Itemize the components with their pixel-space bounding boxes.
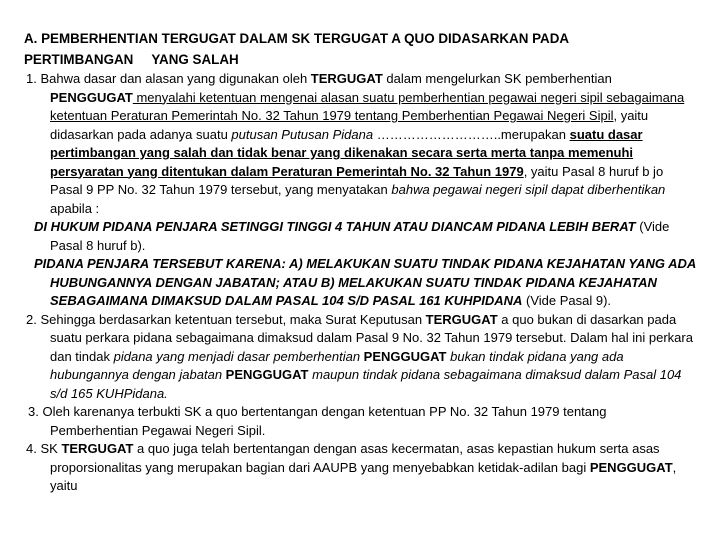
party-penggugat: PENGGUGAT <box>363 348 447 364</box>
section-heading <box>24 28 696 70</box>
point-1-text: Bahwa dasar dan alasan yang digunakan oleh <box>40 71 311 86</box>
provision-reference: (Vide Pasal 8 huruf b). <box>50 219 670 253</box>
point-3 <box>24 403 696 440</box>
italic-text: putusan Putusan Pidana <box>231 126 374 142</box>
point-2 <box>24 311 696 404</box>
point-3-text: Oleh karenanya terbukti SK a quo bertentangan dengan ketentuan PP No. 32 Tahun 1979 tentang Pemberhentian Pegawai Negeri Sipil. <box>42 404 607 438</box>
party-tergugat: TERGUGAT <box>61 441 134 456</box>
heading-line-2b: YANG SALAH <box>151 52 239 67</box>
point-number: 2. <box>26 311 41 327</box>
italic-text: maupun tindak pidana sebagaimana dimaksud dalam Pasal 104 s/d 165 KUHPidana. <box>50 367 682 401</box>
party-tergugat: TERGUGAT <box>310 71 383 86</box>
point-4 <box>24 440 696 496</box>
point-1-text: dalam mengelurkan SK pemberhentian <box>382 71 612 86</box>
party-penggugat: PENGGUGAT <box>50 89 133 105</box>
emphasized-underlined-text: suatu dasar pertimbangan yang salah dan tidak benar yang dikenakan secara serta merta tanpa memenuhi persyaratan yang ditentukan dalam Peraturan Pemerintah No. 32 Tahun 1979 <box>50 126 643 179</box>
point-4-text: SK <box>40 441 62 456</box>
party-penggugat: PENGGUGAT <box>589 459 673 475</box>
point-4-text: a quo juga telah bertentangan dengan asas kecermatan, asas kepastian hukum serta asas proporsionalitas yang merupakan bagian dari AAUPB yang menyebabkan ketidak-adilan bagi <box>50 441 660 475</box>
point-2-text: a quo bukan di dasarkan pada suatu perkara pidana sebagaimana dimaksud dalam Pasal 9 No. 32 Tahun 1979 tersebut. Dalam hal ini perkara dan tindak <box>50 311 693 364</box>
point-4-text: , yaitu <box>50 459 677 493</box>
point-number: 1. <box>26 71 41 86</box>
quoted-provision-2 <box>24 255 696 311</box>
point-1-text: ………………………..merupakan <box>373 126 570 142</box>
provision-text: DI HUKUM PIDANA PENJARA SETINGGI TINGGI 4 TAHUN ATAU DIANCAM PIDANA LEBIH BERAT <box>34 219 636 234</box>
point-1 <box>24 70 696 218</box>
point-number: 3. <box>28 404 43 419</box>
point-2-text: Sehingga berdasarkan ketentuan tersebut, maka Surat Keputusan <box>40 311 426 327</box>
point-1-text: , yaitu Pasal 8 huruf b jo Pasal 9 PP No. 32 Tahun 1979 tersebut, yang menyatakan <box>50 163 664 197</box>
point-number: 4. <box>26 441 41 456</box>
italic-text: bahwa pegawai negeri sipil dapat diberhentikan <box>391 182 666 197</box>
party-tergugat: TERGUGAT <box>425 311 498 327</box>
point-1-text: , yaitu didasarkan pada adanya suatu <box>50 108 649 142</box>
quoted-provision-1 <box>24 218 696 255</box>
point-1-text: apabila : <box>50 200 100 216</box>
underlined-text: menyalahi ketentuan mengenai alasan suatu pemberhentian pegawai negeri sipil sebagaimana ketentuan Peraturan Pemerintah No. 32 Tahun 1979 tentang Pemberhentian Pegawai Negeri Sipil <box>50 89 685 123</box>
party-penggugat: PENGGUGAT <box>225 367 309 382</box>
heading-line-1: A. PEMBERHENTIAN TERGUGAT DALAM SK TERGUGAT A QUO DIDASARKAN PADA <box>24 31 570 46</box>
italic-text: pidana yang menjadi dasar pemberhentian <box>113 348 364 364</box>
italic-text: bukan tindak pidana yang ada hubungannya dengan jabatan <box>50 348 624 382</box>
heading-line-2a: PERTIMBANGAN <box>24 52 134 67</box>
document-page <box>24 28 696 496</box>
provision-text: PIDANA PENJARA TERSEBUT KARENA: A) MELAKUKAN SUATU TINDAK PIDANA KEJAHATAN YANG ADA HUBUNGANNYA DENGAN JABATAN; ATAU B) MELAKUKAN SUATU TINDAK PIDANA KEJAHATAN SEBAGAIMANA DIMAKSUD DALAM PASAL 104 S/D PASAL 161 KUHPIDANA <box>34 256 696 308</box>
provision-reference: (Vide Pasal 9). <box>522 293 612 308</box>
